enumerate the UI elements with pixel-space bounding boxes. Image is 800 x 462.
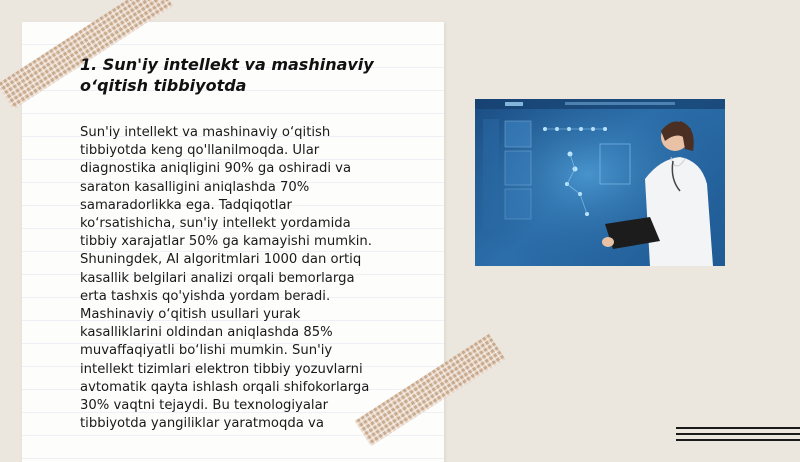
decorative-lines	[676, 425, 800, 445]
slide-title: 1. Sun'iy intellekt va mashinaviy o‘qitish tibbiyotda	[80, 55, 374, 95]
decorative-line	[676, 439, 800, 441]
doctor-hologram-photo	[475, 99, 725, 266]
decorative-line	[676, 427, 800, 429]
slide-body-text: Sun'iy intellekt va mashinaviy o‘qitish tibbiyotda keng qo'llanilmoqda. Ular diagnostika aniqligini 90% ga oshiradi va saraton kasalligini aniqlashda 70% samaradorlikka ega. Tadqiqotlar ko‘rsatishicha, sun'iy intellekt yordamida tibbiy xarajatlar 50% ga kamayishi mumkin. Shuningdek, AI algoritmlari 1000 dan ortiq kasallik belgilari analizi orqali bemorlarga erta tashxis qo'yishda yordam beradi. Mashinaviy o‘qitish usullari yurak kasalliklarini oldindan aniqlashda 85% muvaffaqiyatli bo‘lishi mumkin. Sun'iy intellekt tizimlari elektron tibbiy yozuvlarni avtomatik qayta ishlash orqali shifokorlarga 30% vaqtni tejaydi. Bu texnologiyalar tibbiyotda yangiliklar yaratmoqda va	[80, 125, 372, 432]
decorative-line	[676, 433, 800, 435]
doctor-photo-illustration	[475, 99, 725, 266]
